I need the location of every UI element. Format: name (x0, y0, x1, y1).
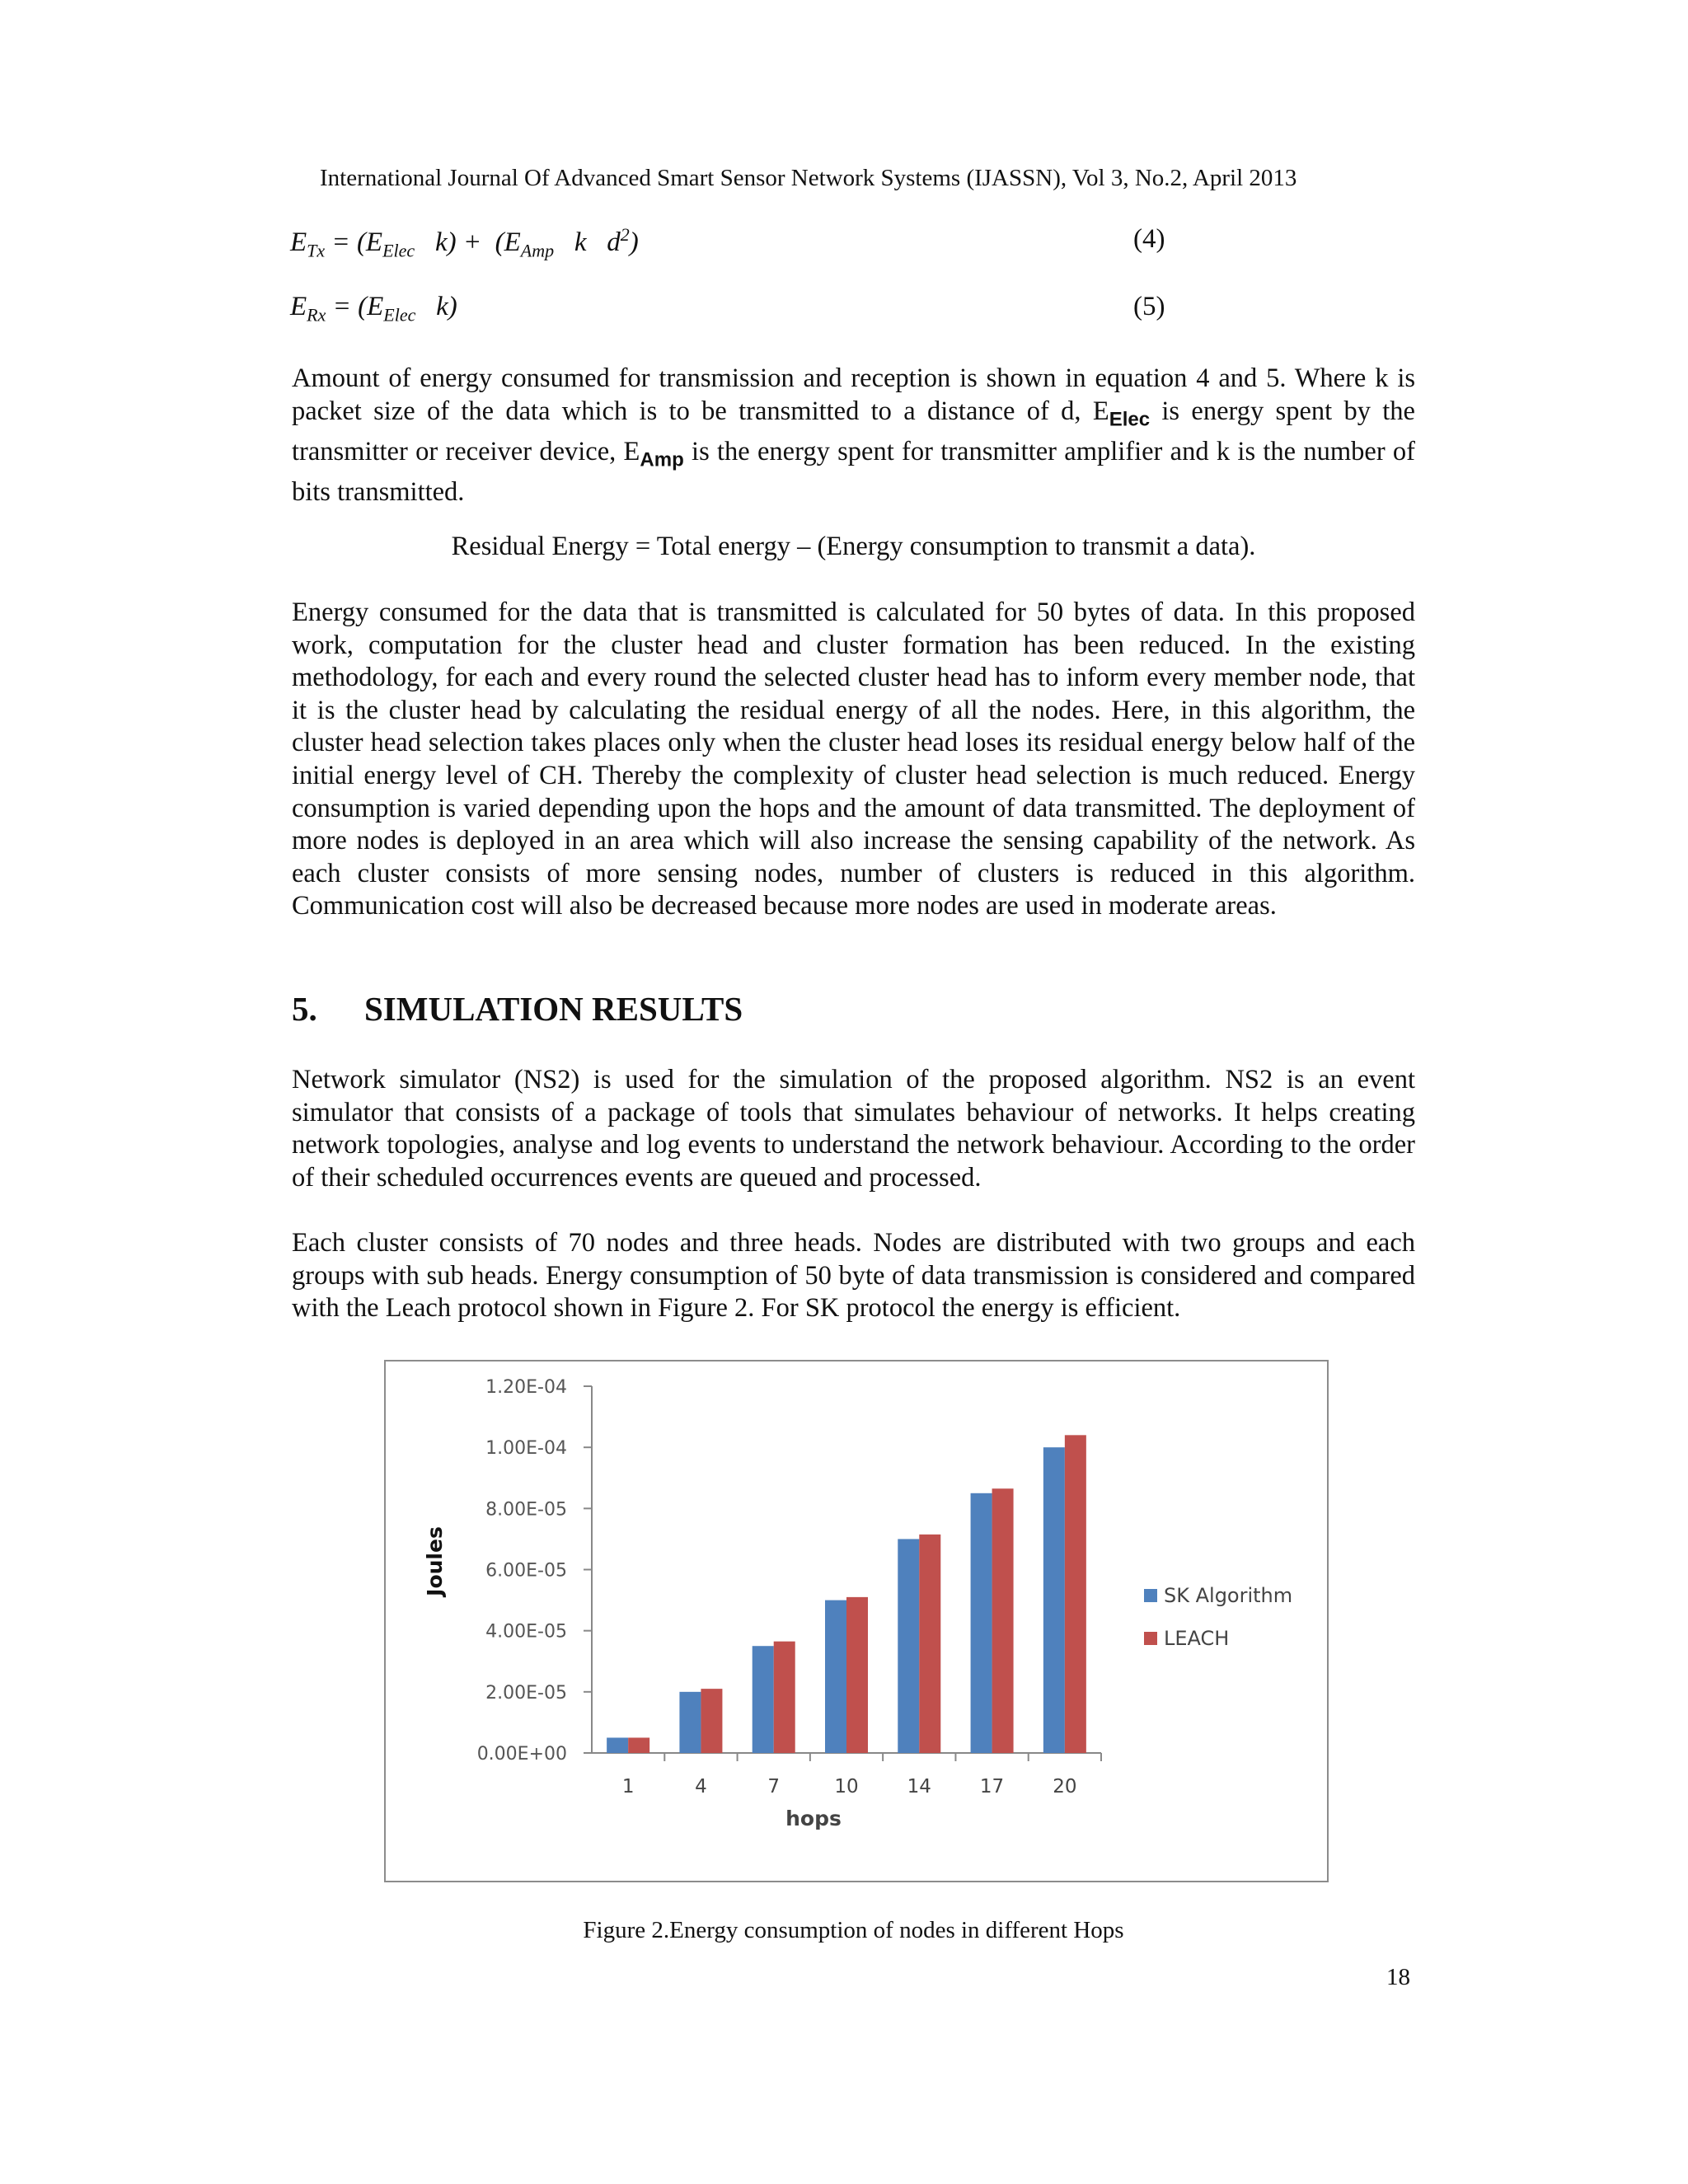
bar-leach (919, 1535, 940, 1753)
bar-leach (774, 1642, 795, 1753)
bar-sk-algorithm (679, 1692, 701, 1753)
y-tick-label: 0.00E+00 (476, 1744, 567, 1765)
x-tick-label: 20 (1053, 1776, 1077, 1797)
e-amp-subscript: Amp (640, 448, 684, 471)
y-tick-label: 4.00E-05 (485, 1621, 567, 1643)
bar-leach (1065, 1435, 1086, 1753)
bar-leach (628, 1737, 649, 1753)
legend-swatch (1144, 1632, 1157, 1645)
section-number: 5. (292, 990, 317, 1028)
y-tick-label: 2.00E-05 (485, 1682, 567, 1704)
bar-chart (386, 1361, 1327, 1881)
paragraph-energy-definition (292, 363, 1415, 509)
energy-def-text-2: is energy spent by the transmitter or receiver device, E (292, 396, 1415, 466)
paragraph-simulator: Network simulator (NS2) is used for the simulation of the proposed algorithm. NS2 is an event simulator that consists of a package of tools that simulates behaviour of networks. It helps creating network topologies, analyse and log events to understand the network behaviour. According to the order of their scheduled occurrences events are queued and processed. (292, 1065, 1415, 1193)
section-heading (292, 989, 743, 1029)
bar-sk-algorithm (607, 1737, 628, 1753)
legend-label: SK Algorithm (1164, 1584, 1293, 1607)
bar-leach (701, 1689, 722, 1753)
equation-5 (290, 292, 1165, 326)
y-tick-label: 1.20E-04 (485, 1377, 567, 1398)
figure-2-chart (384, 1360, 1329, 1882)
equation-4-body: $E_{Tx} = (E_{Elec}$ $k) + (E_{Amp}$ k $d^2$) (290, 224, 639, 261)
bar-sk-algorithm (1043, 1447, 1065, 1753)
y-tick-label: 1.00E-04 (485, 1438, 567, 1460)
y-axis-title: Joules (423, 1526, 447, 1596)
journal-header: International Journal Of Advanced Smart Sensor Network Systems (IJASSN), Vol 3, No.2, April 2013 (320, 165, 1297, 191)
legend-label: LEACH (1164, 1627, 1230, 1650)
x-tick-label: 14 (907, 1776, 931, 1797)
paragraph-cluster: Each cluster consists of 70 nodes and three heads. Nodes are distributed with two groups and each groups with sub heads. Energy consumption of 50 byte of data transmission is considered and compared with the Leach protocol shown in Figure 2. For SK protocol the energy is efficient. (292, 1228, 1415, 1324)
energy-def-text-1: Amount of energy consumed for transmission and reception is shown in equation 4 and 5. Where k is packet size of the data which is to be transmitted to a distance of d, E (292, 363, 1415, 426)
x-tick-label: 4 (695, 1776, 707, 1797)
x-axis-title: hops (785, 1807, 842, 1830)
equation-4-number: (4) (1133, 224, 1165, 254)
page-number: 18 (1386, 1964, 1410, 1990)
paragraph-computation: Energy consumed for the data that is transmitted is calculated for 50 bytes of data. In this proposed work, computation for the cluster head and cluster formation has been reduced. In the existing methodology, for each and every round the selected cluster head has to inform every member node, that it is the cluster head by calculating the residual energy of all the nodes. Here, in this algorithm, the cluster head selection takes places only when the cluster head loses its residual energy below half of the initial energy level of CH. Thereby the complexity of cluster head selection is much reduced. Energy consumption is varied depending upon the hops and the amount of data transmitted. The deployment of more nodes is deployed in an area which will also increase the sensing capability of the network. As each cluster consists of more sensing nodes, number of clusters is reduced in this algorithm. Communication cost will also be decreased because more nodes are used in moderate areas. (292, 598, 1415, 921)
y-tick-label: 6.00E-05 (485, 1560, 567, 1582)
y-tick-label: 8.00E-05 (485, 1499, 567, 1521)
equation-4 (290, 224, 1165, 262)
bar-sk-algorithm (825, 1601, 846, 1753)
x-tick-label: 10 (834, 1776, 859, 1797)
bar-sk-algorithm (753, 1646, 774, 1753)
equation-5-number: (5) (1133, 292, 1165, 321)
legend-swatch (1144, 1589, 1157, 1602)
bar-sk-algorithm (971, 1493, 992, 1753)
bar-leach (992, 1488, 1014, 1753)
energy-def-text-3: is the energy spent for transmitter amplifier and k is the number of bits transmitted. (292, 436, 1415, 507)
e-elec-subscript: Elec (1109, 408, 1151, 431)
figure-caption: Figure 2.Energy consumption of nodes in different Hops (583, 1917, 1124, 1943)
bar-leach (846, 1597, 868, 1753)
bar-sk-algorithm (898, 1539, 919, 1753)
residual-energy-formula: Residual Energy = Total energy – (Energy consumption to transmit a data). (451, 532, 1256, 561)
x-tick-label: 7 (767, 1776, 781, 1797)
x-tick-label: 1 (621, 1776, 635, 1797)
equation-5-body: $E_{Rx} = (E_{Elec}$ k) (290, 292, 457, 326)
x-tick-label: 17 (979, 1776, 1005, 1797)
section-title: SIMULATION RESULTS (364, 990, 743, 1028)
